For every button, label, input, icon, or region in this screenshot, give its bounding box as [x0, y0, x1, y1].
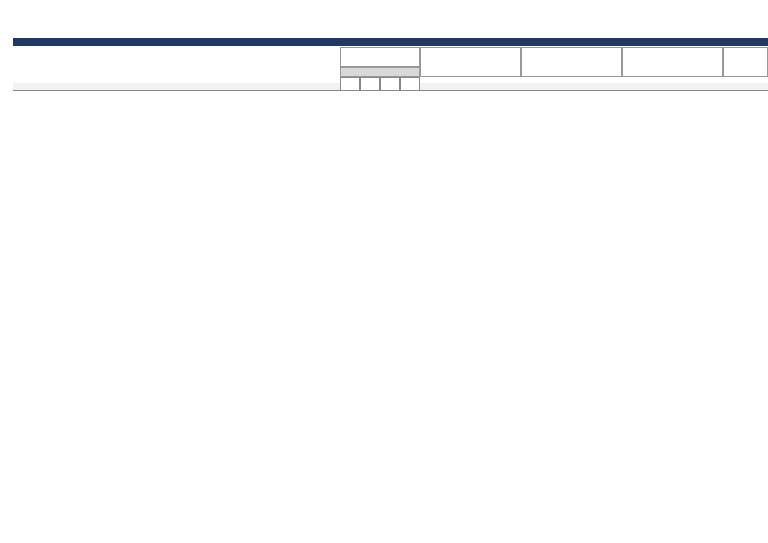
improve-instruction	[622, 47, 723, 77]
clause-header	[13, 83, 29, 91]
requirements-header	[134, 83, 340, 91]
root-cause-header	[420, 83, 521, 91]
audit-findings-header	[340, 67, 420, 77]
question-number-header	[122, 83, 134, 91]
enter-x-instruction	[340, 47, 420, 67]
major-nc-column-header	[380, 77, 400, 91]
root-cause-instruction	[420, 47, 521, 77]
risk-score-header	[723, 47, 768, 77]
improve-header	[622, 83, 723, 91]
evidence-instruction	[521, 47, 622, 77]
conform-column-header	[340, 77, 360, 91]
ofi-column-header	[400, 77, 420, 91]
evidence-header	[521, 83, 622, 91]
sub-clause-header	[29, 83, 56, 91]
status-header	[723, 83, 768, 91]
page-title	[13, 38, 768, 46]
clause-title-header	[56, 83, 122, 91]
minor-nc-column-header	[360, 77, 380, 91]
